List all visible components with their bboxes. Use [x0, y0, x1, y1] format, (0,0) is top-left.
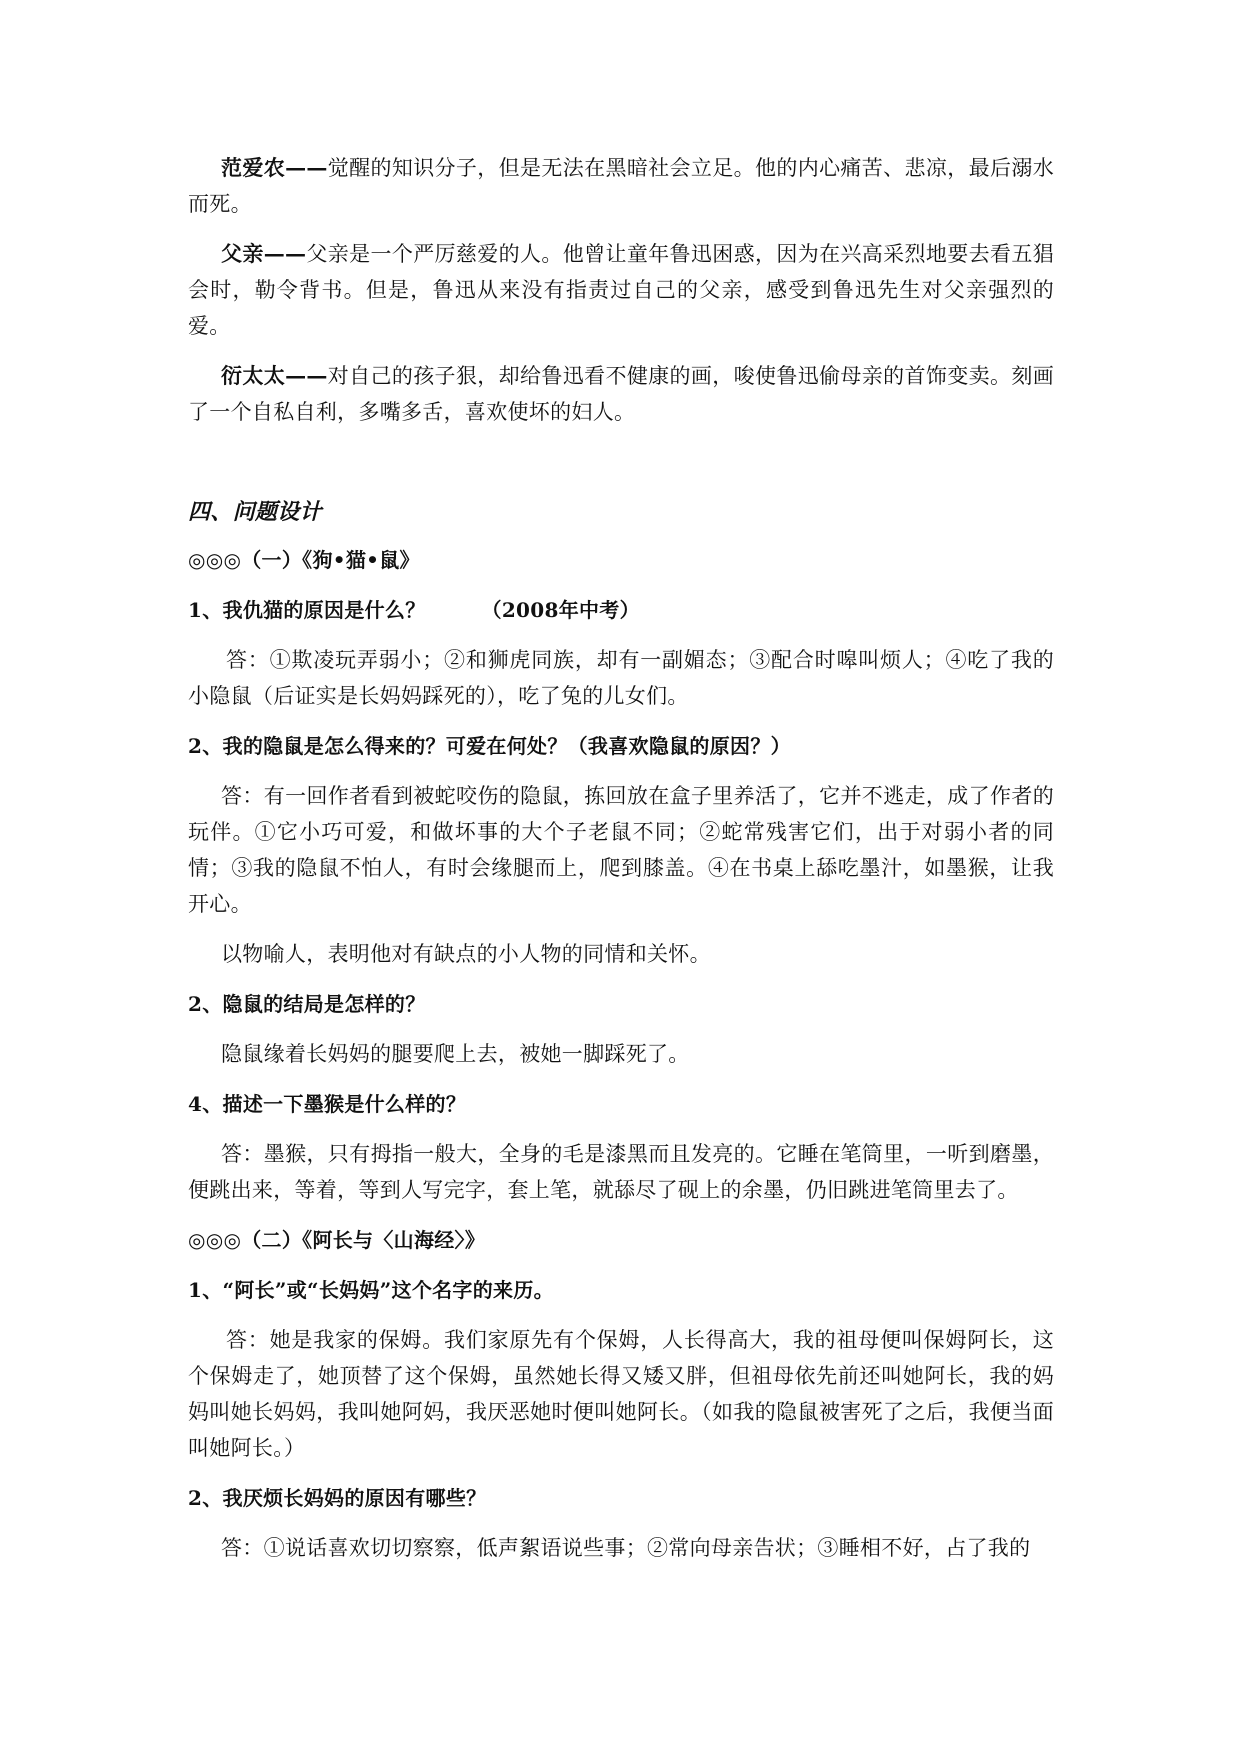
section-title: 四、问题设计 — [188, 499, 322, 525]
question-heading: 2、我的隐鼠是怎么得来的？可爱在何处？（我喜欢隐鼠的原因？） — [188, 734, 791, 758]
answer-paragraph: 以物喻人，表明他对有缺点的小人物的同情和关怀。 — [221, 942, 711, 966]
answer-paragraph: 答：有一回作者看到被蛇咬伤的隐鼠，拣回放在盒子里养活了，它并不逃走，成了作者的玩伴。①它小巧可爱，和做坏事的大个子老鼠不同；②蛇常残害它们，出于对弱小者的同情；③我的隐鼠不怕人，有时会缘腿而上，爬到膝盖。④在书桌上舔吃墨汁，如墨猴，让我开心。 — [188, 784, 1054, 916]
character-yan-taitai — [188, 358, 1054, 430]
question-heading: 1、“阿长”或“长妈妈”这个名字的来历。 — [188, 1278, 554, 1302]
part2-heading: ◎◎◎（二）《阿长与〈山海经〉》 — [188, 1228, 486, 1252]
answer-paragraph: 答：墨猴，只有拇指一般大，全身的毛是漆黑而且发亮的。它睡在笔筒里，一听到磨墨，便跳出来，等着，等到人写完字，套上笔，就舔尽了砚上的余墨，仍旧跳进笔筒里去了。 — [188, 1142, 1054, 1202]
question-note: （2008年中考） — [481, 598, 640, 622]
character-description: 对自己的孩子狠，却给鲁迅看不健康的画，唆使鲁迅偷母亲的首饰变卖。刻画了一个自私自利，多嘴多舌，喜欢使坏的妇人。 — [188, 364, 1054, 424]
character-father — [188, 236, 1054, 344]
answer-paragraph: 隐鼠缘着长妈妈的腿要爬上去，被她一脚踩死了。 — [221, 1042, 690, 1066]
question-heading: 4、描述一下墨猴是什么样的？ — [188, 1092, 467, 1116]
question-text: 1、我仇猫的原因是什么？ — [188, 598, 426, 622]
answer-paragraph: 答：①说话喜欢切切察察，低声絮语说些事；②常向母亲告状；③睡相不好，占了我的 — [221, 1536, 1031, 1560]
character-name: 范爱农—— — [221, 155, 328, 180]
character-fan-ainong — [188, 150, 1054, 222]
page-content — [188, 150, 1054, 1566]
character-description: 父亲是一个严厉慈爱的人。他曾让童年鲁迅困惑，因为在兴高采烈地要去看五猖会时，勒令背书。但是，鲁迅从来没有指责过自己的父亲，感受到鲁迅先生对父亲强烈的爱。 — [188, 242, 1054, 338]
answer-paragraph: 答：她是我家的保姆。我们家原先有个保姆，人长得高大，我的祖母便叫保姆阿长，这个保姆走了，她顶替了这个保姆，虽然她长得又矮又胖，但祖母依先前还叫她阿长，我的妈妈叫她长妈妈，我叫她阿妈，我厌恶她时便叫她阿长。（如我的隐鼠被害死了之后，我便当面叫她阿长。） — [188, 1328, 1054, 1460]
answer-paragraph: 答：①欺凌玩弄弱小；②和狮虎同族，却有一副媚态；③配合时嗥叫烦人；④吃了我的小隐鼠（后证实是长妈妈踩死的），吃了兔的儿女们。 — [188, 648, 1054, 708]
part1-heading: ◎◎◎（一）《狗•猫•鼠》 — [188, 548, 420, 572]
character-description: 觉醒的知识分子，但是无法在黑暗社会立足。他的内心痛苦、悲凉，最后溺水而死。 — [188, 156, 1054, 216]
question-heading: 2、我厌烦长妈妈的原因有哪些？ — [188, 1486, 487, 1510]
question-heading — [188, 592, 1054, 628]
character-name: 衍太太—— — [221, 363, 328, 388]
question-heading: 2、隐鼠的结局是怎样的？ — [188, 992, 426, 1016]
character-name: 父亲—— — [221, 241, 307, 266]
